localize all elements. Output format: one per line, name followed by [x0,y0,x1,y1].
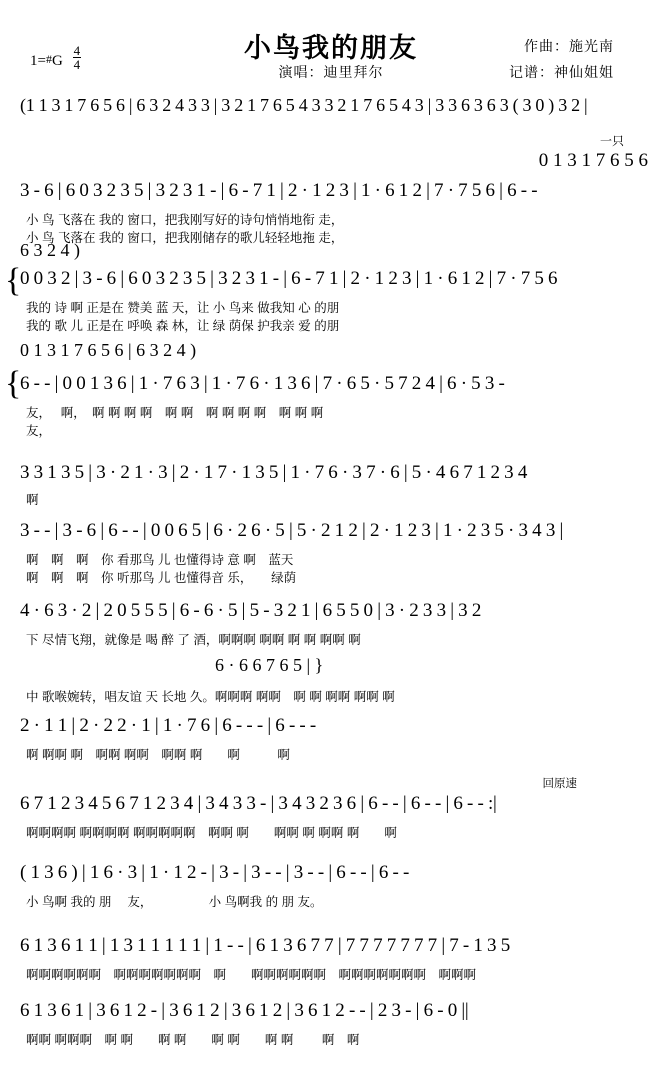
lyric-chorus-4: 下 尽情飞翔，就像是 喝 醉 了 酒，啊啊啊 啊啊 啊 啊 啊啊 啊 [26,633,361,647]
key-accidental: # [45,52,52,66]
notes-pickup-1: 0 1 3 1 7 6 5 6 [538,150,648,171]
key-signature-label: 1= [30,53,46,69]
tempo-marking: 回原速 [542,778,577,790]
notes-chorus-3: 3 - - | 3 - 6 | 6 - - | 0 0 6 5 | 6 · 2 6 · 5 | 5 · 2 1 2 | 2 · 1 2 3 | 1 · 2 3 5 · 3 4 3 | [20,520,563,541]
repeat-brace-left-1: { [5,262,22,299]
lyric-coda-2: 啊啊啊啊啊啊 啊啊啊啊啊啊啊 啊 啊啊啊啊啊啊 啊啊啊啊啊啊啊 啊啊啊 [26,968,477,982]
lyric-chorus-3-first: 啊 啊 啊 你 看那鸟 儿 也懂得诗 意 啊 蓝天 [26,553,294,567]
notes-verse-1a: 3 - 6 | 6 0 3 2 3 5 | 3 2 3 1 - | 6 - 7 1 | 2 · 1 2 3 | 1 · 6 1 2 | 7 · 7 5 6 | 6 - - [20,180,538,201]
notes-verse-2a: 0 0 3 2 | 3 - 6 | 6 0 3 2 3 5 | 3 2 3 1 - | 6 - 7 1 | 2 · 1 2 3 | 1 · 6 1 2 | 7 · 7 5 6 [20,268,558,289]
lyric-coda-1: 小 鸟啊 我的 朋 友， 小 鸟啊我 的 朋 友。 [26,895,323,909]
page-title: 小鸟我的朋友 [244,33,418,63]
lyric-chorus-3-second: 啊 啊 啊 你 听那鸟 儿 也懂得音 乐， 绿荫 [26,571,297,585]
lyric-chorus-2: 啊 [26,493,39,507]
notes-intro: (1 1 3 1 7 6 5 6 | 6 3 2 4 3 3 | 3 2 1 7 6 5 4 3 3 2 1 7 6 5 4 3 | 3 3 6 3 6 3 ( 3 0 ) 3 2 | [20,95,588,115]
notes-chorus-5: 2 · 1 1 | 2 · 2 2 · 1 | 1 · 7 6 | 6 - - - | 6 - - - [20,715,316,736]
notes-chorus-1: 6 - - | 0 0 1 3 6 | 1 · 7 6 3 | 1 · 7 6 · 1 3 6 | 7 · 6 5 · 5 7 2 4 | 6 · 5 3 - [20,373,505,394]
notes-chorus-6: 6 7 1 2 3 4 5 6 7 1 2 3 4 | 3 4 3 3 - | 3 4 3 2 3 6 | 6 - - | 6 - - | 6 - - :| [20,793,497,814]
notes-chorus-4: 4 · 6 3 · 2 | 2 0 5 5 5 | 6 - 6 · 5 | 5 - 3 2 1 | 6 5 5 0 | 3 · 2 3 3 | 3 2 [20,600,482,621]
lyric-coda-3: 啊啊 啊啊啊 啊 啊 啊 啊 啊 啊 啊 啊 啊 啊 [26,1033,360,1047]
composer-credit: 作曲：施光南 [524,40,614,55]
lyric-pickup-1: 一只 [600,134,625,148]
lyric-chorus-1-second: 友， [26,424,52,438]
lyric-chorus-6: 啊啊啊啊 啊啊啊啊 啊啊啊啊啊 啊啊 啊 啊啊 啊 啊啊 啊 啊 [26,826,397,840]
repeat-brace-left-2: { [5,365,22,402]
notator-credit: 记谱：神仙姐姐 [509,66,614,81]
lyric-verse-1a-second: 小 鸟 飞落在 我的 窗口，把我刚储存的歌儿轻轻地拖 走， [26,231,344,245]
notes-chorus-4b: 6 · 6 6 7 6 5 | } [215,655,324,675]
key-letter: G [51,53,63,69]
lyric-chorus-4b: 中 歌喉婉转，唱友谊 天 长地 久。啊啊啊 啊啊 啊 啊 啊啊 啊啊 啊 [26,690,395,704]
time-signature-denominator: 4 [73,57,81,72]
lyric-verse-1a-first: 小 鸟 飞落在 我的 窗口，把我刚写好的诗句悄悄地衔 走， [26,213,344,227]
notes-coda-2: 6 1 3 6 1 1 | 1 3 1 1 1 1 1 | 1 - - | 6 1 3 6 7 7 | 7 7 7 7 7 7 7 | 7 - 1 3 5 [20,935,510,956]
notes-verse-1b-pickup: 6 3 2 4 ) [20,240,80,260]
notes-coda-1: ( 1 3 6 ) | 1 6 · 3 | 1 · 1 2 - | 3 - | 3 - - | 3 - - | 6 - - | 6 - - [20,862,410,883]
singer-credit: 演唱：迪里拜尔 [278,66,384,81]
notes-pickup-2: 0 1 3 1 7 6 5 6 | 6 3 2 4 ) [20,340,197,360]
time-signature-numerator: 4 [73,43,81,58]
lyric-verse-2a-second: 我的 歌 儿 正是在 呼唤 森 林，让 绿 荫保 护我亲 爱 的朋 [26,319,340,333]
lyric-chorus-5: 啊 啊啊 啊 啊啊 啊啊 啊啊 啊 啊 啊 [26,748,290,762]
lyric-verse-2a-first: 我的 诗 啊 正是在 赞美 蓝 天，让 小 鸟来 做我知 心 的朋 [26,301,340,315]
lyric-chorus-1-first: 友， 啊， 啊 啊 啊 啊 啊 啊 啊 啊 啊 啊 啊 啊 啊 [26,406,324,420]
notes-coda-3: 6 1 3 6 1 | 3 6 1 2 - | 3 6 1 2 | 3 6 1 2 | 3 6 1 2 - - | 2 3 - | 6 - 0 || [20,1000,469,1021]
notes-chorus-2: 3 3 1 3 5 | 3 · 2 1 · 3 | 2 · 1 7 · 1 3 5 | 1 · 7 6 · 3 7 · 6 | 5 · 4 6 7 1 2 3 4 [20,462,528,483]
